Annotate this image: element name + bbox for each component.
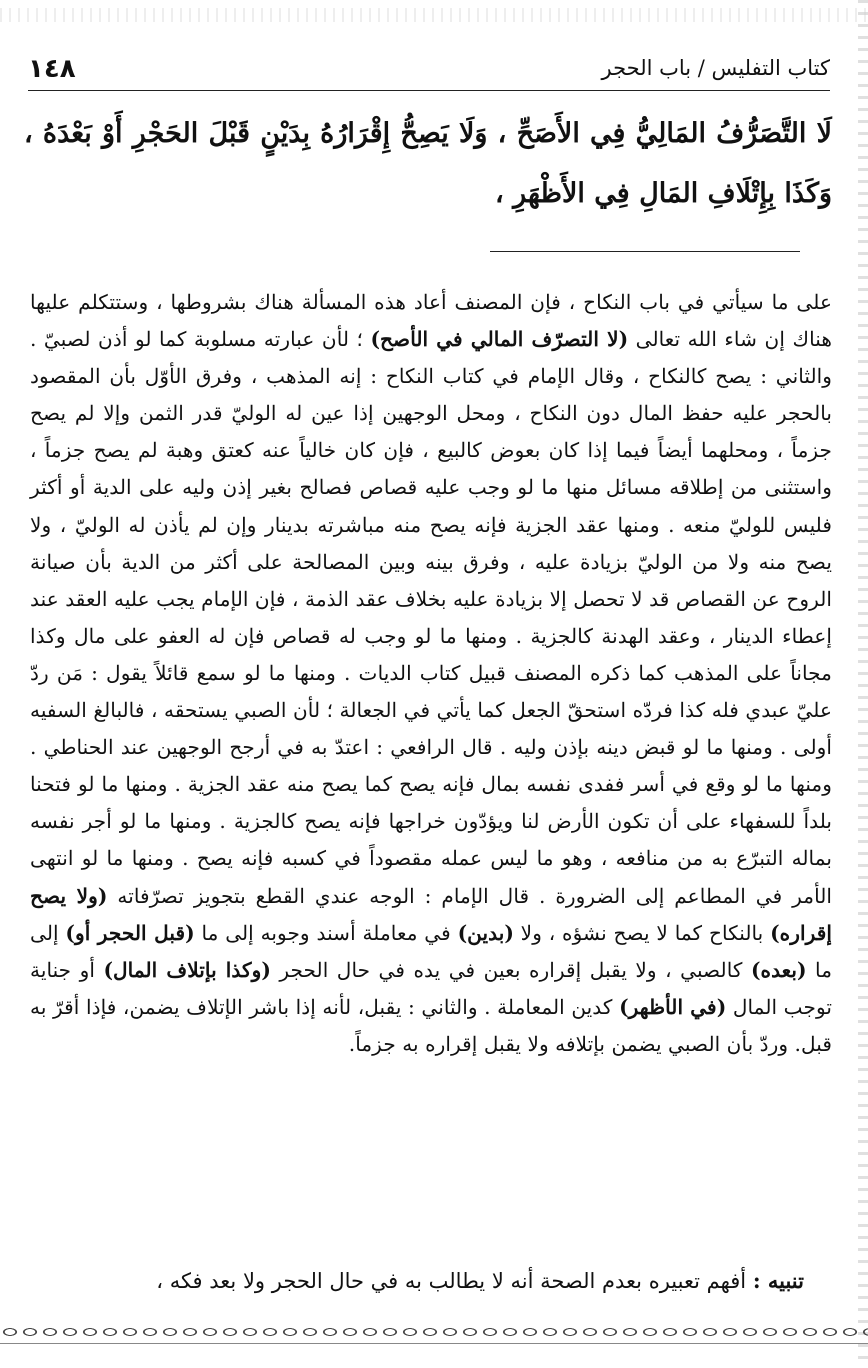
page-number: ١٤٨ <box>28 54 76 84</box>
scan-top-edge <box>0 8 868 22</box>
commentary-segment: كدين المعاملة . والثاني : يقبل، لأنه إذا باشر الإتلاف يضمن، فإذا أقرّ به قبل. وردّ بأن الصبي يضمن بإتلافه ولا يقبل إقراره به جزماً. <box>30 994 832 1056</box>
quoted-matn: (ولا يصح إقراره) <box>30 883 832 945</box>
scan-right-edge <box>858 0 868 1368</box>
quoted-matn: (بدين) <box>457 920 514 945</box>
commentary-segment: أو جناية توجب المال <box>30 957 832 1019</box>
quoted-matn: (بعده) <box>750 957 807 982</box>
commentary-segment: على ما سيأتي في باب النكاح ، فإن المصنف أعاد هذه المسألة هناك بشروطها ، وستتكلم عليها هناك إن شاء الله تعالى <box>30 290 832 352</box>
note-label: تنبيه : <box>752 1268 804 1293</box>
commentary-segment: في معاملة أسند وجوبه إلى ما <box>194 920 458 945</box>
commentary-segment: كالصبي ، ولا يقبل إقراره بعين في يده في حال الحجر <box>270 957 751 982</box>
running-title: كتاب التفليس / باب الحجر <box>601 56 830 80</box>
commentary-text <box>30 284 832 1063</box>
commentary-segment: ؛ لأن عبارته مسلوبة كما لو أذن لصبيّ . والثاني : يصح كالنكاح ، وقال الإمام في كتاب النكاح : إنه المذهب ، وفرق الأوّل بأن المقصود بالحجر عليه حفظ المال دون النكاح ، ومحل الوجهين إذا عين له الوليّ قدر الثمن وإلا لم يصح جزماً ، ومحلهما أيضاً فيما إذا كان بعوض كالبيع ، فإن كان خالياً عنه كعتق وهبة لم يصح جزماً ، واستثنى من إطلاقه مسائل منها ما لو وجب عليه قصاص فصالح بغير إذن وليه على الدية أو أكثر فليس للوليّ منعه . ومنها عقد الجزية فإنه يصح منه مباشرته بدينار وإن لم يأذن له الوليّ ، ولا يصح منه ولا من الوليّ بزيادة عليه ، وفرق بينه وبين المصالحة على أكثر من الدية بأن صيانة الروح عن القصاص قد لا تحصل إلا بزيادة عليه بخلاف عقد الذمة ، فإن الإمام يجب عليه العقد عند إعطاء الدينار ، وعقد الهدنة كالجزية . ومنها ما لو وجب له قصاص فإن له العفو على مال وكذا مجاناً على المذهب كما ذكره المصنف قبيل كتاب الديات . ومنها ما لو سمع قائلاً يقول : مَن ردّ عليّ عبدي فله كذا فردّه استحقّ الجعل كما يأتي في الجعالة ؛ لأن الصبي يستحقه ، فالبالغ السفيه أولى . ومنها ما لو قبض دينه بإذن وليه . قال الرافعي : اعتدّ به في أرجح الوجهين عند الحناطي . ومنها ما لو وقع في أسر ففدى نفسه بمال فإنه يصح كما يصح منه عقد الجزية . ومنها ما لو فتحنا بلداً للسفهاء على أن تكون الأرض لنا ويؤدّون خراجها فإنه يصح كالجزية . ومنها ما لو أجر نفسه بماله التبرّع به من منافعه ، وهو ما ليس عمله مقصوداً في كسبه فإنه يصح . ومنها ما لو انتهى الأمر في المطاعم إلى الضرورة . قال الإمام : الوجه عندي القطع بتجويز تصرّفاته <box>30 327 832 908</box>
bottom-ornament-border <box>0 1325 868 1339</box>
quoted-matn: (قبل الحجر أو) <box>65 920 195 945</box>
main-text: لَا التَّصَرُّفُ المَالِيُّ فِي الأَصَحِّ ، وَلَا يَصِحُّ إِقْرَارُهُ بِدَيْنٍ قَبْلَ الحَجْرِ أَوْ بَعْدَهُ ، وَكَذَا بِإِتْلَافِ المَالِ فِي الأَظْهَرِ ، <box>24 118 832 209</box>
bottom-rule <box>0 1343 868 1344</box>
section-divider <box>490 251 800 252</box>
quoted-matn: (في الأظهر) <box>619 994 727 1019</box>
note-paragraph <box>36 1262 804 1300</box>
commentary-paragraph <box>30 284 832 1063</box>
quoted-matn: (لا التصرّف المالي في الأصح) <box>370 327 629 352</box>
page-header <box>28 52 830 91</box>
note-text: أفهم تعبيره بعدم الصحة أنه لا يطالب به في حال الحجر ولا بعد فكه ، <box>156 1269 753 1293</box>
commentary-segment: بالنكاح كما لا يصح نشؤه ، ولا <box>513 920 771 945</box>
commentary-segment: إلى ما <box>30 920 833 982</box>
quoted-matn: (وكذا بإتلاف المال) <box>103 957 271 982</box>
